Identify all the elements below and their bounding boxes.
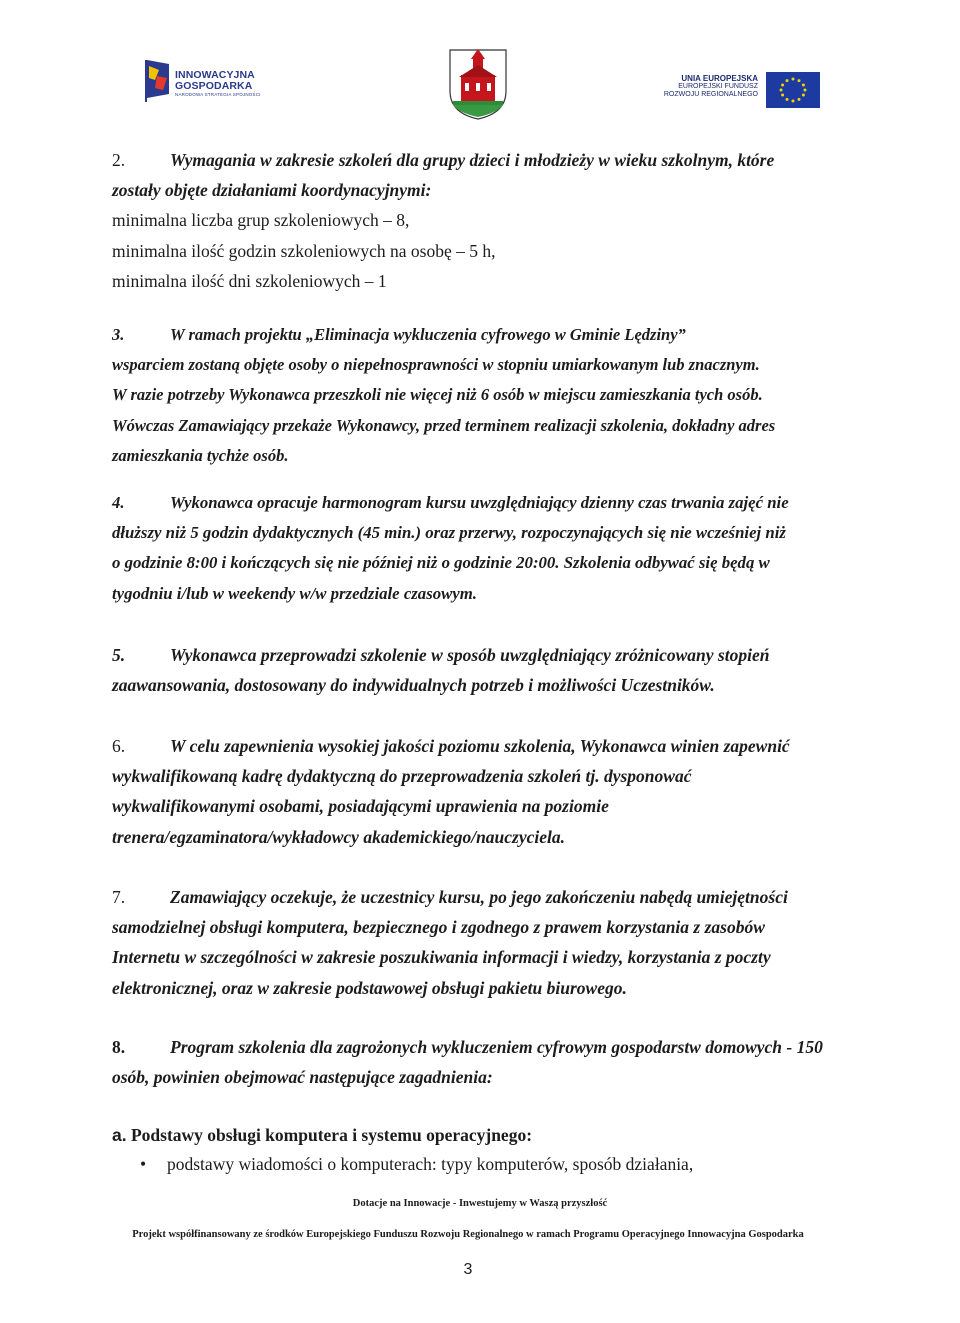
subsection-a-title: Podstawy obsługi komputera i systemu operacyjnego: xyxy=(130,1125,533,1145)
section-2-heading-1: Wymagania w zakresie szkoleń dla grupy dzieci i młodzieży w wieku szkolnym, które xyxy=(170,150,775,170)
ig-flag-icon xyxy=(145,60,171,102)
section-3-line-5: zamieszkania tychże osób. xyxy=(112,445,289,465)
subsection-a-label: a. xyxy=(112,1125,127,1145)
section-6-line-1: W celu zapewnienia wysokiej jakości poziomu szkolenia, Wykonawca winien zapewnić xyxy=(170,736,790,756)
section-5 xyxy=(112,640,832,700)
section-8 xyxy=(112,1032,832,1092)
section-6-line-2: wykwalifikowaną kadrę dydaktyczną do przeprowadzenia szkoleń tj. dysponować xyxy=(112,766,692,787)
section-2-item-2: minimalna ilość godzin szkoleniowych na osobę – 5 h, xyxy=(112,240,496,261)
section-4-line-1: Wykonawca opracuje harmonogram kursu uwzględniający dzienny czas trwania zajęć nie xyxy=(170,493,789,512)
section-3-line-3: W razie potrzeby Wykonawca przeszkoli nie więcej niż 6 osób w miejscu zamieszkania tych osób. xyxy=(112,385,763,405)
section-6-line-3: wykwalifikowanymi osobami, posiadającymi uprawienia na poziomie xyxy=(112,796,609,817)
eu-flag-icon xyxy=(766,72,820,108)
page-number: 3 xyxy=(463,1261,473,1278)
section-8-line-1: Program szkolenia dla zagrożonych wykluczeniem cyfrowym gospodarstw domowych - 150 xyxy=(170,1037,823,1057)
eu-logo-line2: EUROPEJSKI FUNDUSZ xyxy=(678,83,758,91)
bullet-item xyxy=(140,1154,693,1175)
section-6-line-4: trenera/egzaminatora/wykładowcy akademickiego/nauczyciela. xyxy=(112,826,566,847)
section-4-line-2: dłuższy niż 5 godzin dydaktycznych (45 min.) oraz przerwy, rozpoczynających się nie wcześniej niż xyxy=(112,523,786,543)
eu-logo-line1: UNIA EUROPEJSKA xyxy=(681,74,758,83)
section-2-number: 2. xyxy=(112,150,126,170)
ig-logo-line3: NARODOWA STRATEGIA SPÓJNOŚCI xyxy=(175,92,261,97)
section-5-line-2: zaawansowania, dostosowany do indywidualnych potrzeb i możliwości Uczestników. xyxy=(112,675,715,696)
section-5-line-1: Wykonawca przeprowadzi szkolenie w sposób uwzględniający zróżnicowany stopień xyxy=(170,645,770,665)
section-2-line-1 xyxy=(112,145,832,175)
section-2 xyxy=(112,145,832,296)
footer-slogan: Dotacje na Innowacje - Inwestujemy w Waszą przyszłość xyxy=(352,1198,608,1209)
section-2-item-1: minimalna liczba grup szkoleniowych – 8, xyxy=(112,210,410,231)
section-2-item-3: minimalna ilość dni szkoleniowych – 1 xyxy=(112,270,387,291)
eu-logo-line3: ROZWOJU REGIONALNEGO xyxy=(663,91,758,99)
section-7-line-2: samodzielnej obsługi komputera, bezpiecznego i zgodnego z prawem korzystania z zasobów xyxy=(112,917,765,938)
eu-erdf-logo xyxy=(640,70,820,110)
section-4-line-4: tygodniu i/lub w weekendy w/w przedziale czasowym. xyxy=(112,583,478,603)
section-2-heading-2: zostały objęte działaniami koordynacyjnymi: xyxy=(112,180,432,201)
section-6-number: 6. xyxy=(112,736,126,756)
bullet-text: podstawy wiadomości o komputerach: typy komputerów, sposób działania, xyxy=(167,1154,694,1174)
ig-logo-line1: INNOWACYJNA xyxy=(175,69,255,81)
section-7-line-4: elektronicznej, oraz w zakresie podstawowej obsługi pakietu biurowego. xyxy=(112,977,627,998)
municipal-crest-icon xyxy=(447,47,509,121)
innowacyjna-gospodarka-logo xyxy=(145,58,265,106)
section-3-line-4: Wówczas Zamawiający przekaże Wykonawcy, przed terminem realizacji szkolenia, dokładny adres xyxy=(112,415,776,435)
section-6 xyxy=(112,731,832,852)
section-7 xyxy=(112,882,832,1003)
section-4 xyxy=(112,488,832,609)
section-7-number: 7. xyxy=(112,887,126,907)
section-3 xyxy=(112,320,832,471)
subsection-a-heading xyxy=(112,1125,532,1146)
section-3-number: 3. xyxy=(112,325,125,344)
section-8-line-2: osób, powinien obejmować następujące zagadnienia: xyxy=(112,1067,493,1088)
bullet-dot-icon: • xyxy=(140,1154,147,1174)
ig-logo-line2: GOSPODARKA xyxy=(175,79,253,92)
section-4-line-3: o godzinie 8:00 i kończących się nie później niż o godzinie 20:00. Szkolenia odbywać się będą w xyxy=(112,553,770,573)
section-7-line-1: Zamawiający oczekuje, że uczestnicy kursu, po jego zakończeniu nabędą umiejętności xyxy=(170,887,788,907)
section-3-line-2: wsparciem zostaną objęte osoby o niepełnosprawności w stopniu umiarkowanym lub znacznym. xyxy=(112,355,760,375)
footer-funding-note: Projekt współfinansowany ze środków Europejskiego Funduszu Rozwoju Regionalnego w ramach Programu Operacyjnego Innowacyjna Gospodarka xyxy=(132,1229,804,1240)
section-8-number: 8. xyxy=(112,1037,126,1057)
section-7-line-3: Internetu w szczególności w zakresie poszukiwania informacji i wiedzy, korzystania z poczty xyxy=(112,947,771,968)
section-3-line-1: W ramach projektu „Eliminacja wykluczenia cyfrowego w Gminie Lędziny” xyxy=(170,325,686,344)
section-5-number: 5. xyxy=(112,645,126,665)
section-4-number: 4. xyxy=(112,493,125,512)
